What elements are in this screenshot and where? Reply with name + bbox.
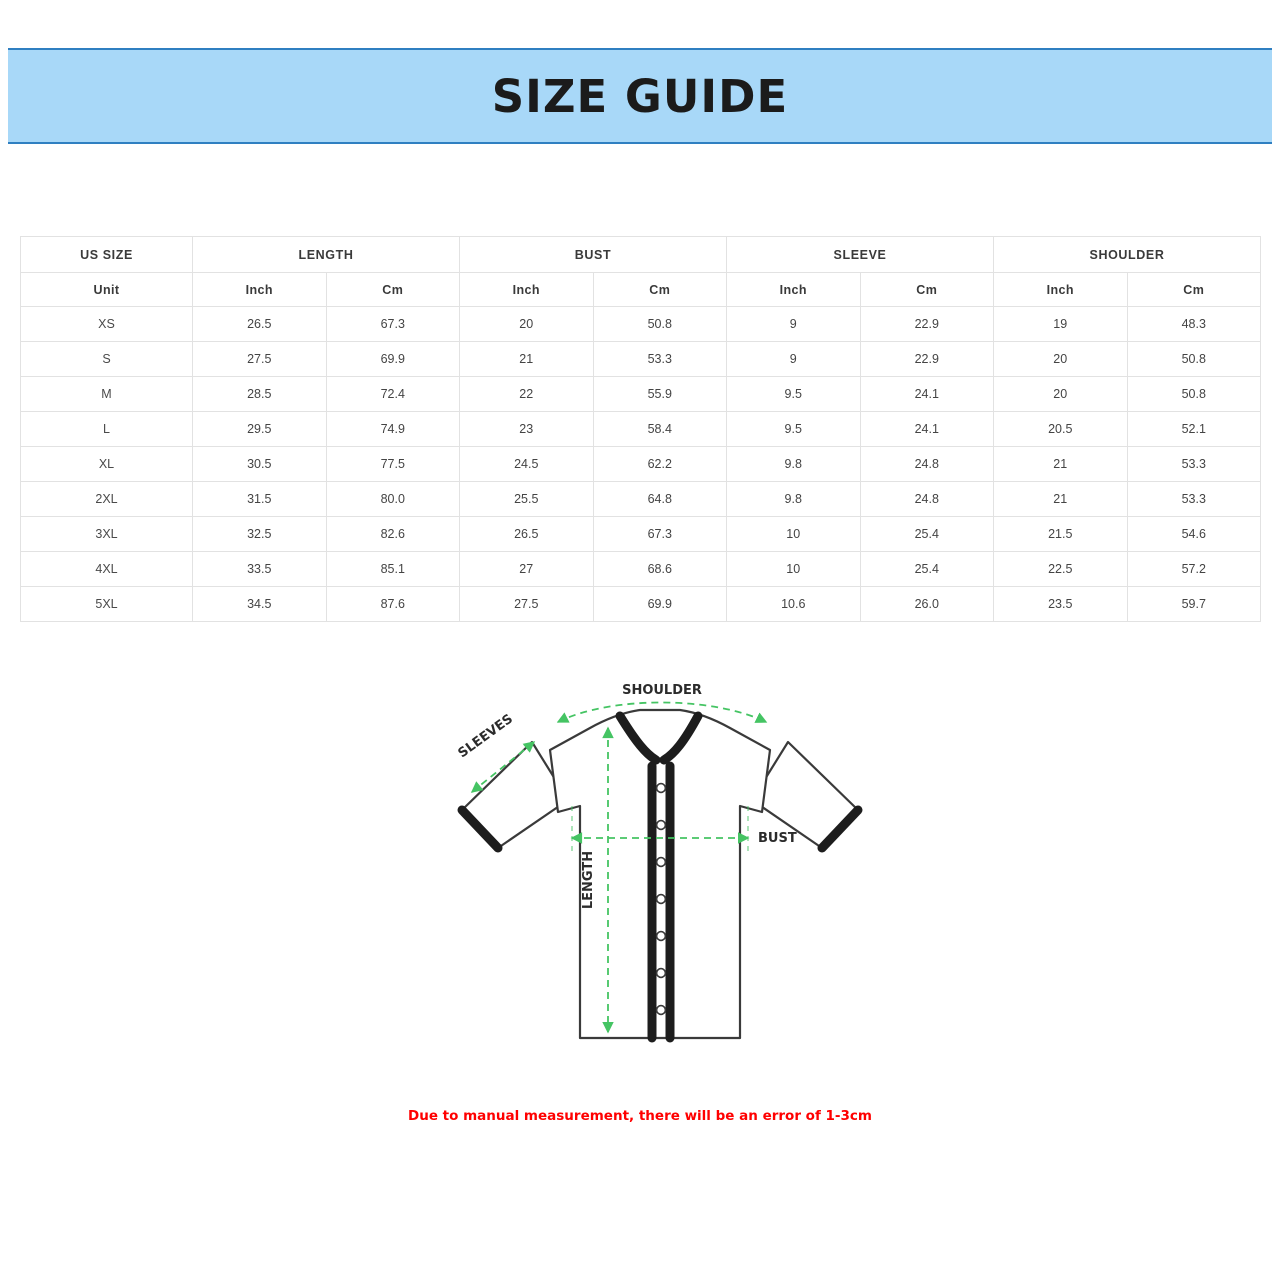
unit-header-bust-inch: Inch	[460, 273, 594, 307]
cell-shoulder-inch: 21.5	[994, 517, 1128, 552]
cell-bust-inch: 21	[460, 342, 594, 377]
cell-length-inch: 28.5	[193, 377, 327, 412]
cell-length-cm: 82.6	[326, 517, 460, 552]
cell-length-inch: 27.5	[193, 342, 327, 377]
cell-bust-cm: 58.4	[593, 412, 727, 447]
group-header-length: LENGTH	[193, 237, 460, 273]
cell-sleeve-inch: 9.5	[727, 377, 861, 412]
cell-length-cm: 77.5	[326, 447, 460, 482]
cell-length-cm: 80.0	[326, 482, 460, 517]
cell-length-inch: 33.5	[193, 552, 327, 587]
unit-header-length-cm: Cm	[326, 273, 460, 307]
cell-sleeve-inch: 10	[727, 517, 861, 552]
cell-bust-inch: 25.5	[460, 482, 594, 517]
cell-sleeve-cm: 22.9	[860, 307, 994, 342]
label-bust: BUST	[758, 831, 797, 846]
cell-bust-cm: 62.2	[593, 447, 727, 482]
table-row	[21, 482, 1261, 517]
unit-header-length-inch: Inch	[193, 273, 327, 307]
label-shoulder: SHOULDER	[622, 683, 702, 698]
cell-size: 3XL	[21, 517, 193, 552]
table-row	[21, 517, 1261, 552]
cell-bust-cm: 55.9	[593, 377, 727, 412]
cell-sleeve-cm: 25.4	[860, 552, 994, 587]
cell-shoulder-cm: 54.6	[1127, 517, 1261, 552]
cell-shoulder-cm: 59.7	[1127, 587, 1261, 622]
cell-shoulder-cm: 50.8	[1127, 377, 1261, 412]
label-sleeves: SLEEVES	[455, 711, 516, 762]
group-header-us-size: US SIZE	[21, 237, 193, 273]
cell-shoulder-inch: 20	[994, 342, 1128, 377]
unit-header-label: Unit	[21, 273, 193, 307]
cell-shoulder-cm: 57.2	[1127, 552, 1261, 587]
table-row	[21, 552, 1261, 587]
cell-bust-cm: 64.8	[593, 482, 727, 517]
measurement-diagram	[440, 680, 880, 1100]
cell-shoulder-inch: 20.5	[994, 412, 1128, 447]
cell-bust-inch: 27.5	[460, 587, 594, 622]
cell-size: L	[21, 412, 193, 447]
table-row	[21, 377, 1261, 412]
cell-sleeve-cm: 24.1	[860, 412, 994, 447]
table-body	[21, 307, 1261, 622]
table-unit-header-row	[21, 273, 1261, 307]
size-guide-banner	[8, 48, 1272, 144]
cell-sleeve-cm: 24.1	[860, 377, 994, 412]
table-row	[21, 587, 1261, 622]
cell-sleeve-inch: 9.5	[727, 412, 861, 447]
cell-length-cm: 72.4	[326, 377, 460, 412]
cell-shoulder-inch: 20	[994, 377, 1128, 412]
cell-sleeve-cm: 24.8	[860, 447, 994, 482]
cell-sleeve-inch: 9.8	[727, 482, 861, 517]
measurement-disclaimer: Due to manual measurement, there will be an error of 1-3cm	[408, 1108, 872, 1124]
cell-size: 4XL	[21, 552, 193, 587]
cell-size: 5XL	[21, 587, 193, 622]
table-group-header-row	[21, 237, 1261, 273]
unit-header-shoulder-cm: Cm	[1127, 273, 1261, 307]
cell-sleeve-cm: 22.9	[860, 342, 994, 377]
cell-length-cm: 74.9	[326, 412, 460, 447]
cell-size: 2XL	[21, 482, 193, 517]
cell-length-cm: 67.3	[326, 307, 460, 342]
cell-length-inch: 26.5	[193, 307, 327, 342]
cell-bust-inch: 26.5	[460, 517, 594, 552]
cell-sleeve-inch: 9	[727, 307, 861, 342]
size-table-container	[20, 236, 1260, 622]
cell-shoulder-inch: 22.5	[994, 552, 1128, 587]
cell-bust-cm: 53.3	[593, 342, 727, 377]
cell-sleeve-cm: 24.8	[860, 482, 994, 517]
cell-sleeve-inch: 10.6	[727, 587, 861, 622]
cell-length-cm: 87.6	[326, 587, 460, 622]
cell-shoulder-cm: 53.3	[1127, 482, 1261, 517]
cell-bust-inch: 27	[460, 552, 594, 587]
unit-header-sleeve-cm: Cm	[860, 273, 994, 307]
cell-shoulder-inch: 21	[994, 482, 1128, 517]
unit-header-shoulder-inch: Inch	[994, 273, 1128, 307]
cell-sleeve-inch: 9	[727, 342, 861, 377]
cell-shoulder-cm: 53.3	[1127, 447, 1261, 482]
cell-length-inch: 29.5	[193, 412, 327, 447]
table-head	[21, 237, 1261, 307]
group-header-sleeve: SLEEVE	[727, 237, 994, 273]
table-row	[21, 447, 1261, 482]
cell-shoulder-cm: 48.3	[1127, 307, 1261, 342]
cell-shoulder-inch: 19	[994, 307, 1128, 342]
cell-length-inch: 31.5	[193, 482, 327, 517]
cell-shoulder-cm: 52.1	[1127, 412, 1261, 447]
cell-bust-cm: 69.9	[593, 587, 727, 622]
cell-bust-inch: 22	[460, 377, 594, 412]
cell-bust-cm: 67.3	[593, 517, 727, 552]
cell-shoulder-inch: 23.5	[994, 587, 1128, 622]
page-title: SIZE GUIDE	[491, 69, 789, 123]
cell-shoulder-inch: 21	[994, 447, 1128, 482]
cell-length-inch: 32.5	[193, 517, 327, 552]
label-length: LENGTH	[581, 850, 596, 910]
cell-sleeve-cm: 25.4	[860, 517, 994, 552]
cell-bust-inch: 23	[460, 412, 594, 447]
table-row	[21, 342, 1261, 377]
cell-size: XL	[21, 447, 193, 482]
cell-bust-cm: 68.6	[593, 552, 727, 587]
table-row	[21, 412, 1261, 447]
cell-length-inch: 34.5	[193, 587, 327, 622]
cell-sleeve-inch: 10	[727, 552, 861, 587]
table-row	[21, 307, 1261, 342]
cell-bust-inch: 24.5	[460, 447, 594, 482]
cell-size: M	[21, 377, 193, 412]
cell-shoulder-cm: 50.8	[1127, 342, 1261, 377]
unit-header-sleeve-inch: Inch	[727, 273, 861, 307]
cell-sleeve-cm: 26.0	[860, 587, 994, 622]
cell-sleeve-inch: 9.8	[727, 447, 861, 482]
size-table	[20, 236, 1261, 622]
cell-bust-cm: 50.8	[593, 307, 727, 342]
cell-length-inch: 30.5	[193, 447, 327, 482]
cell-size: XS	[21, 307, 193, 342]
cell-length-cm: 69.9	[326, 342, 460, 377]
unit-header-bust-cm: Cm	[593, 273, 727, 307]
cell-length-cm: 85.1	[326, 552, 460, 587]
cell-bust-inch: 20	[460, 307, 594, 342]
cell-size: S	[21, 342, 193, 377]
group-header-bust: BUST	[460, 237, 727, 273]
group-header-shoulder: SHOULDER	[994, 237, 1261, 273]
